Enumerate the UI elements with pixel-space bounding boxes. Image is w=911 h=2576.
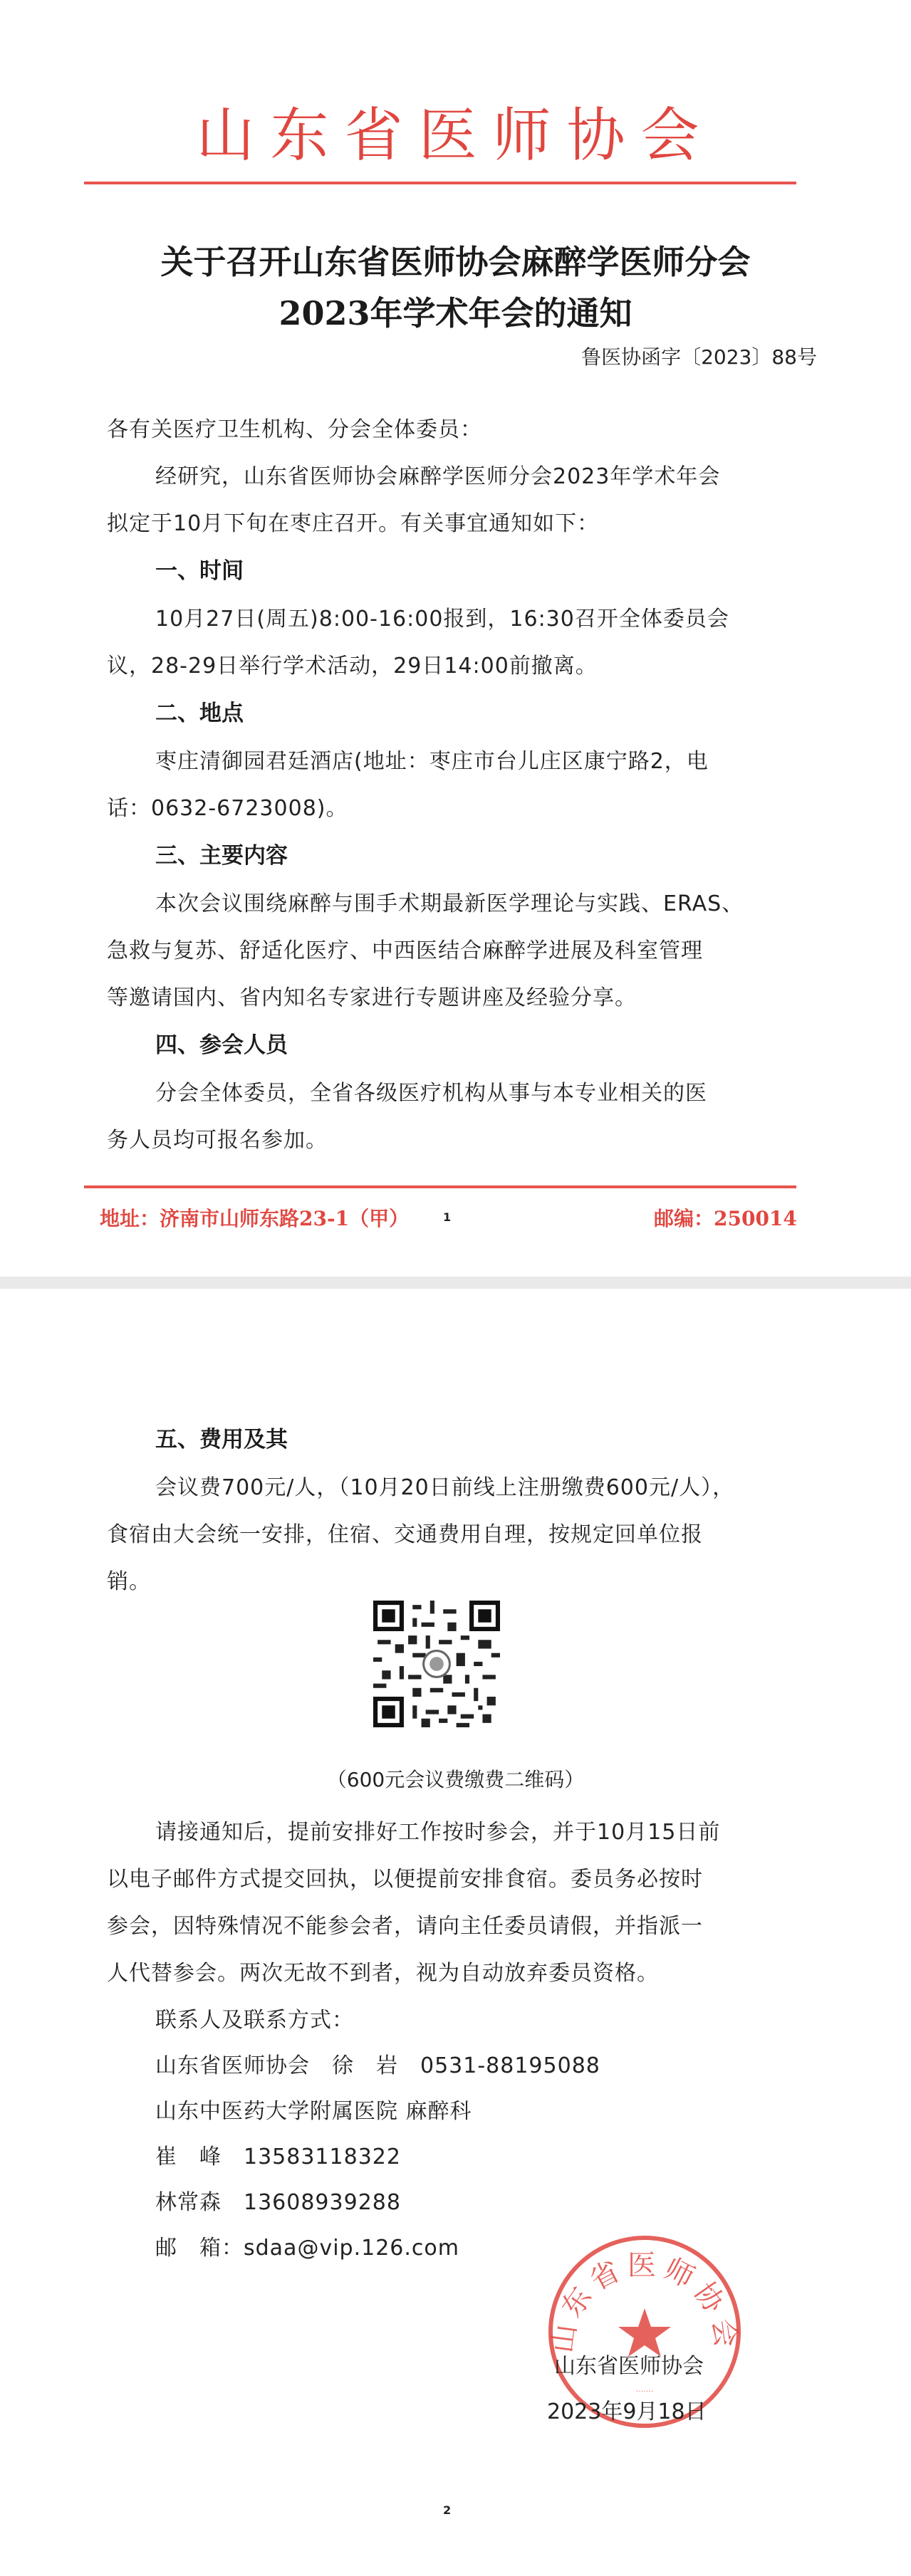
section-attendees-line-2: 务人员均可报名参加。 <box>107 1128 328 1153</box>
section-attendees-heading: 四、参会人员 <box>155 1032 288 1058</box>
signature-date: 2023年9月18日 <box>547 2399 707 2424</box>
notice-line-1: 请接通知后，提前安排好工作按时参会，并于10月15日前 <box>155 1820 721 1845</box>
signature-organization: 山东省医师协会 <box>554 2354 704 2379</box>
section-time-heading: 一、时间 <box>155 558 244 584</box>
document-title-line2: 2023年学术年会的通知 <box>278 294 633 333</box>
payment-qr-code <box>373 1601 500 1727</box>
contacts-heading: 联系人及联系方式： <box>155 2008 354 2033</box>
footer-postcode: 邮编：250014 <box>654 1207 797 1230</box>
page-number-1: 1 <box>443 1210 452 1224</box>
section-venue-line-1: 枣庄清御园君廷酒店(地址：枣庄市台儿庄区康宁路2，电 <box>155 749 709 774</box>
section-content-line-2: 急救与复苏、舒适化医疗、中西医结合麻醉学进展及科室管理 <box>107 938 703 963</box>
notice-line-3: 参会，因特殊情况不能参会者，请向主任委员请假，并指派一 <box>107 1914 703 1939</box>
svg-text:山东省医师协会: 山东省医师协会 <box>546 2249 743 2355</box>
section-venue-heading: 二、地点 <box>155 701 244 726</box>
qr-caption: （600元会议费缴费二维码） <box>326 1768 585 1791</box>
section-attendees-line-1: 分会全体委员，全省各级医疗机构从事与本专业相关的医 <box>155 1081 707 1106</box>
document-page-2 <box>0 1289 911 2576</box>
document-number: 鲁医协函字〔2023〕88号 <box>581 345 817 369</box>
section-time-line-2: 议，28-29日举行学术活动，29日14:00前撤离。 <box>107 654 598 679</box>
svg-text:·······: ······· <box>635 2387 654 2396</box>
page-number-2: 2 <box>443 2503 452 2517</box>
intro-line-1: 经研究，山东省医师协会麻醉学医师分会2023年学术年会 <box>155 464 721 489</box>
footer-rule <box>84 1185 796 1188</box>
document-page-1 <box>0 0 911 1277</box>
contact-line-1: 山东省医师协会 徐 岩 0531-88195088 <box>155 2053 600 2078</box>
notice-line-2: 以电子邮件方式提交回执，以便提前安排食宿。委员务必按时 <box>107 1867 703 1892</box>
section-fee-line-3: 销。 <box>107 1569 151 1594</box>
contact-email: 邮 箱：sdaa@vip.126.com <box>155 2236 459 2261</box>
section-content-heading: 三、主要内容 <box>155 843 288 869</box>
section-fee-line-1: 会议费700元/人，（10月20日前线上注册缴费600元/人）， <box>155 1475 735 1500</box>
section-fee-heading: 五、费用及其 <box>155 1427 288 1452</box>
contact-line-3: 崔 峰 13583118322 <box>155 2145 401 2169</box>
salutation: 各有关医疗卫生机构、分会全体委员： <box>107 417 482 442</box>
contact-line-2: 山东中医药大学附属医院 麻醉科 <box>155 2099 472 2124</box>
letterhead-title: 山东省医师协会 <box>196 102 715 169</box>
letterhead-top-rule <box>84 182 796 184</box>
section-time-line-1: 10月27日(周五)8:00-16:00报到，16:30召开全体委员会 <box>155 607 729 632</box>
document-title-line1: 关于召开山东省医师协会麻醉学医师分会 <box>160 243 751 281</box>
footer-address: 地址：济南市山师东路23-1（甲） <box>100 1207 410 1230</box>
contact-line-4: 林常森 13608939288 <box>155 2190 401 2215</box>
section-fee-line-2: 食宿由大会统一安排，住宿、交通费用自理，按规定回单位报 <box>107 1522 703 1547</box>
intro-line-2: 拟定于10月下旬在枣庄召开。有关事宜通知如下： <box>107 511 600 536</box>
section-venue-line-2: 话：0632-6723008)。 <box>107 796 348 821</box>
section-content-line-1: 本次会议围绕麻醉与围手术期最新医学理论与实践、ERAS、 <box>155 891 744 916</box>
notice-line-4: 人代替参会。两次无故不到者，视为自动放弃委员资格。 <box>107 1961 659 1986</box>
section-content-line-3: 等邀请国内、省内知名专家进行专题讲座及经验分享。 <box>107 985 637 1010</box>
